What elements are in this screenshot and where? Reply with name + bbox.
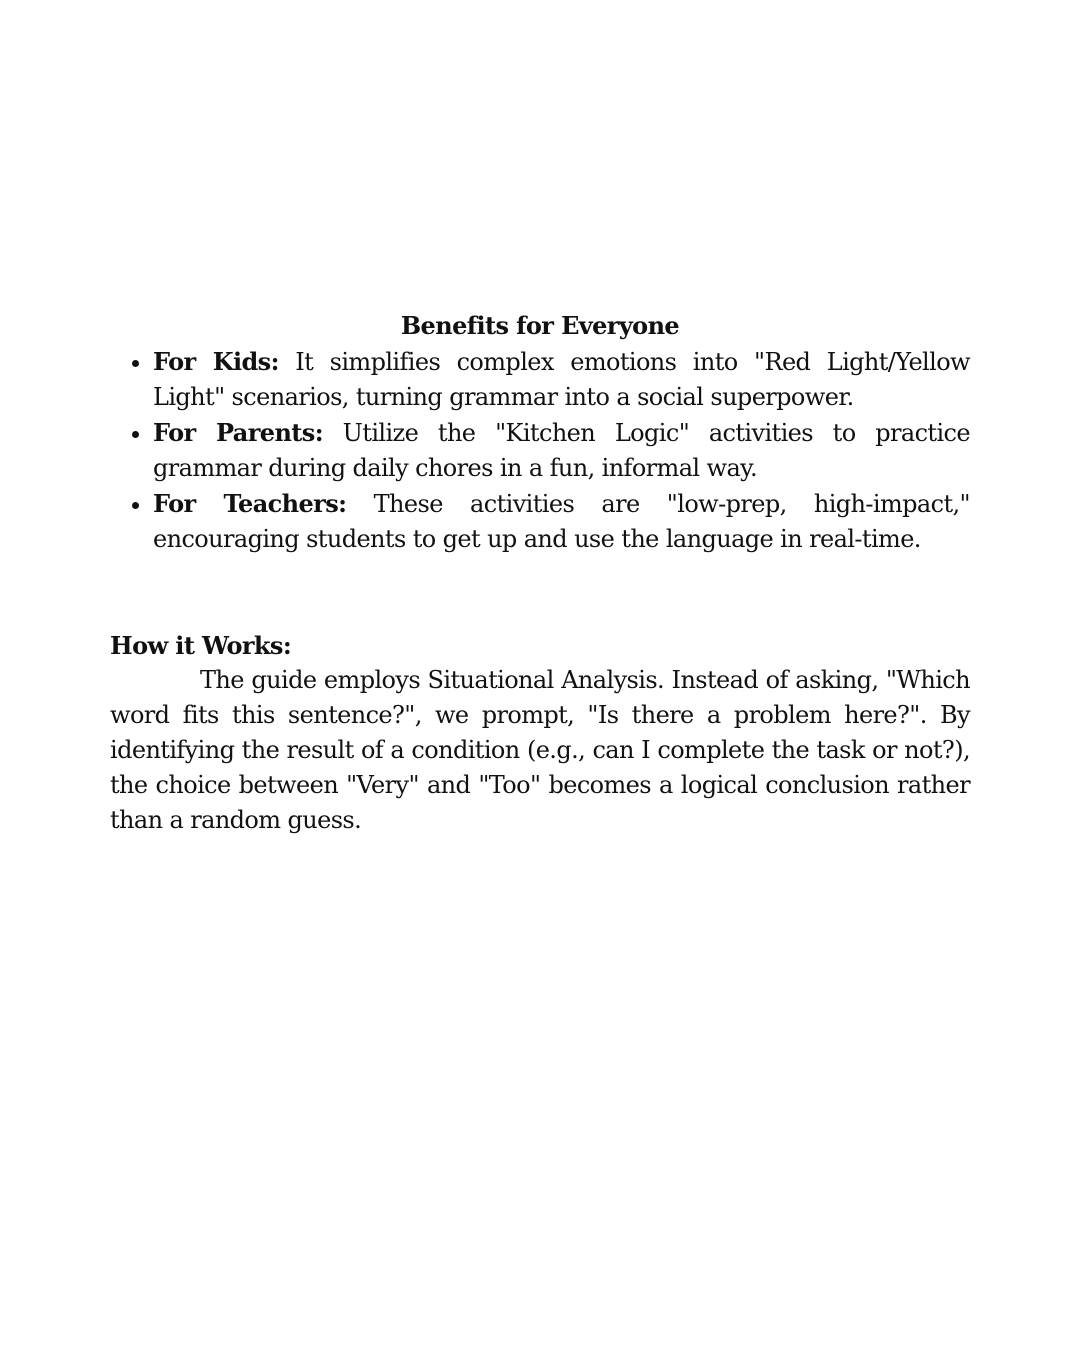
- benefits-list: [110, 344, 970, 557]
- item-label: For Kids:: [153, 347, 279, 376]
- list-item: [153, 415, 970, 486]
- item-text: It simplifies complex emotions into "Red Light/Yellow Light" scenarios, turning grammar into a social superpower.: [153, 348, 971, 411]
- item-label: For Teachers:: [153, 489, 347, 518]
- item-text: Utilize the "Kitchen Logic" activities to practice grammar during daily chores in a fun, informal way.: [153, 419, 970, 482]
- list-item: [153, 344, 970, 415]
- document-page: [110, 308, 970, 838]
- list-item: [153, 486, 970, 557]
- benefits-heading: Benefits for Everyone: [400, 311, 680, 340]
- how-it-works-heading: How it Works:: [110, 631, 292, 660]
- item-label: For Parents:: [153, 418, 323, 447]
- item-text: These activities are "low-prep, high-impact," encouraging students to get up and use the language in real-time.: [153, 490, 970, 553]
- how-it-works-paragraph: The guide employs Situational Analysis. Instead of asking, "Which word fits this sentence?", we prompt, "Is there a problem here?". By identifying the result of a condition (e.g., can I complete the task or not?), the choice between "Very" and "Too" becomes a logical conclusion rather than a random guess.: [110, 666, 970, 834]
